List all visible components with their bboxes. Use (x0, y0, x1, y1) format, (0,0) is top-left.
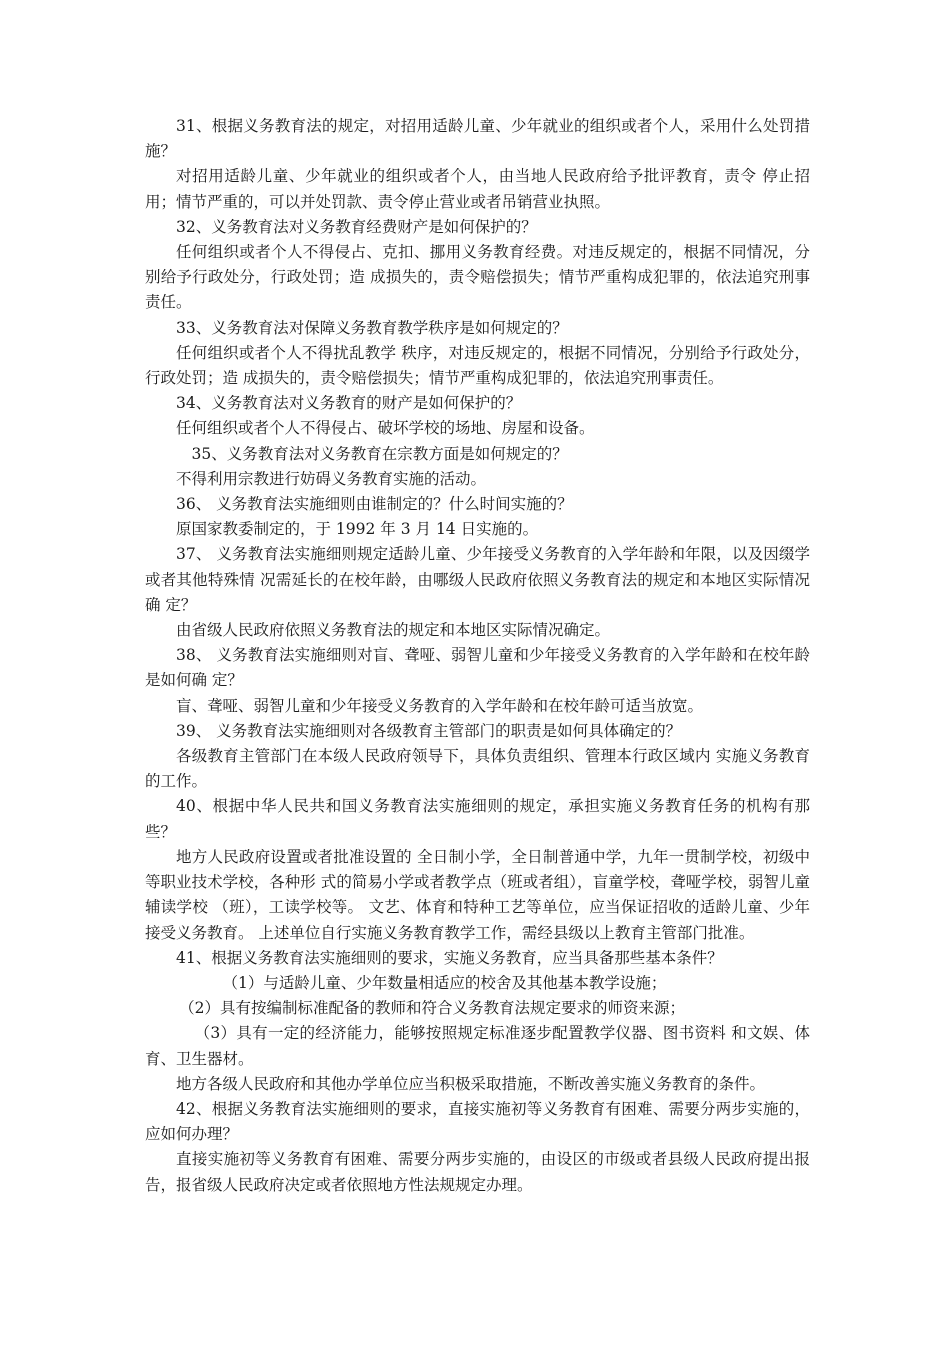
question-38: 38、 义务教育法实施细则对盲、聋哑、弱智儿童和少年接受义务教育的入学年龄和在校年龄是如何确 定？ (145, 646, 810, 690)
question-35: 35、义务教育法对义务教育在宗教方面是如何规定的？ (191, 444, 568, 463)
answer-32: 任何组织或者个人不得侵占、克扣、挪用义务教育经费。对违反规定的，根据不同情况，分别给予行政处分，行政处罚；造 成损失的，责令赔偿损失；情节严重构成犯罪的，依法追究刑事责任。 (145, 243, 810, 312)
condition-3: （3）具有一定的经济能力，能够按照规定标准逐步配置教学仪器、图书资料 和文娱、体育、卫生器材。 (145, 1024, 810, 1068)
answer-33: 任何组织或者个人不得扰乱教学 秩序，对违反规定的，根据不同情况，分别给予行政处分，行政处罚；造 成损失的，责令赔偿损失；情节严重构成犯罪的，依法追究刑事责任。 (145, 343, 810, 388)
answer-37: 由省级人民政府依照义务教育法的规定和本地区实际情况确定。 (176, 621, 611, 640)
question-33: 33、义务教育法对保障义务教育教学秩序是如何规定的？ (176, 318, 568, 337)
question-32: 32、义务教育法对义务教育经费财产是如何保护的？ (176, 217, 537, 236)
question-31: 31、根据义务教育法的规定，对招用适龄儿童、少年就业的组织或者个人，采用什么处罚措施？ (145, 117, 810, 161)
answer-40: 地方人民政府设置或者批准设置的 全日制小学，全日制普通中学，九年一贯制学校，初级中等职业技术学校，各种形 式的简易小学或者教学点（班或者组），盲童学校，聋哑学校，弱智儿童辅读学校 （班），工读学校等。 文艺、体育和特种工艺等单位，应当保证招收的适龄儿童、少年接受义务教育。 上述单位自行实施义务教育教学工作，需经县级以上教育主管部门批准。 (145, 847, 810, 942)
question-42: 42、根据义务教育法实施细则的要求，直接实施初等义务教育有困难、需要分两步实施的，应如何办理？ (145, 1099, 810, 1144)
answer-36: 原国家教委制定的，于 1992 年 3 月 14 日实施的。 (176, 520, 539, 539)
question-36: 36、 义务教育法实施细则由谁制定的？什么时间实施的？ (176, 495, 573, 514)
question-34: 34、义务教育法对义务教育的财产是如何保护的？ (176, 394, 522, 413)
answer-35: 不得利用宗教进行妨碍义务教育实施的活动。 (176, 469, 487, 488)
question-40: 40、根据中华人民共和国义务教育法实施细则的规定，承担实施义务教育任务的机构有那些？ (145, 797, 810, 841)
question-39: 39、 义务教育法实施细则对各级教育主管部门的职责是如何具体确定的？ (176, 721, 682, 740)
condition-1: （1）与适龄儿童、少年数量相适应的校舍及其他基本教学设施； (222, 973, 667, 992)
answer-41: 地方各级人民政府和其他办学单位应当积极采取措施，不断改善实施义务教育的条件。 (176, 1074, 766, 1093)
question-41: 41、根据义务教育法实施细则的要求，实施义务教育，应当具备那些基本条件？ (176, 948, 723, 967)
question-37: 37、 义务教育法实施细则规定适龄儿童、少年接受义务教育的入学年龄和年限，以及因缀学或者其他特殊情 况需延长的在校年龄，由哪级人民政府依照义务教育法的规定和本地区实际情况确 定？ (145, 545, 810, 614)
answer-34: 任何组织或者个人不得侵占、破坏学校的场地、房屋和设备。 (176, 419, 595, 438)
answer-38: 盲、聋哑、弱智儿童和少年接受义务教育的入学年龄和在校年龄可适当放宽。 (176, 696, 704, 715)
document-body (145, 114, 810, 1198)
answer-31: 对招用适龄儿童、少年就业的组织或者个人，由当地人民政府给予批评教育，责令 停止招用；情节严重的，可以并处罚款、责令停止营业或者吊销营业执照。 (145, 167, 810, 211)
condition-2: （2）具有按编制标准配备的教师和符合义务教育法规定要求的师资来源； (179, 999, 685, 1018)
answer-42: 直接实施初等义务教育有困难、需要分两步实施的，由设区的市级或者县级人民政府提出报告，报省级人民政府决定或者依照地方性法规规定办理。 (145, 1150, 810, 1194)
answer-39: 各级教育主管部门在本级人民政府领导下，具体负责组织、管理本行政区域内 实施义务教育的工作。 (145, 747, 810, 791)
